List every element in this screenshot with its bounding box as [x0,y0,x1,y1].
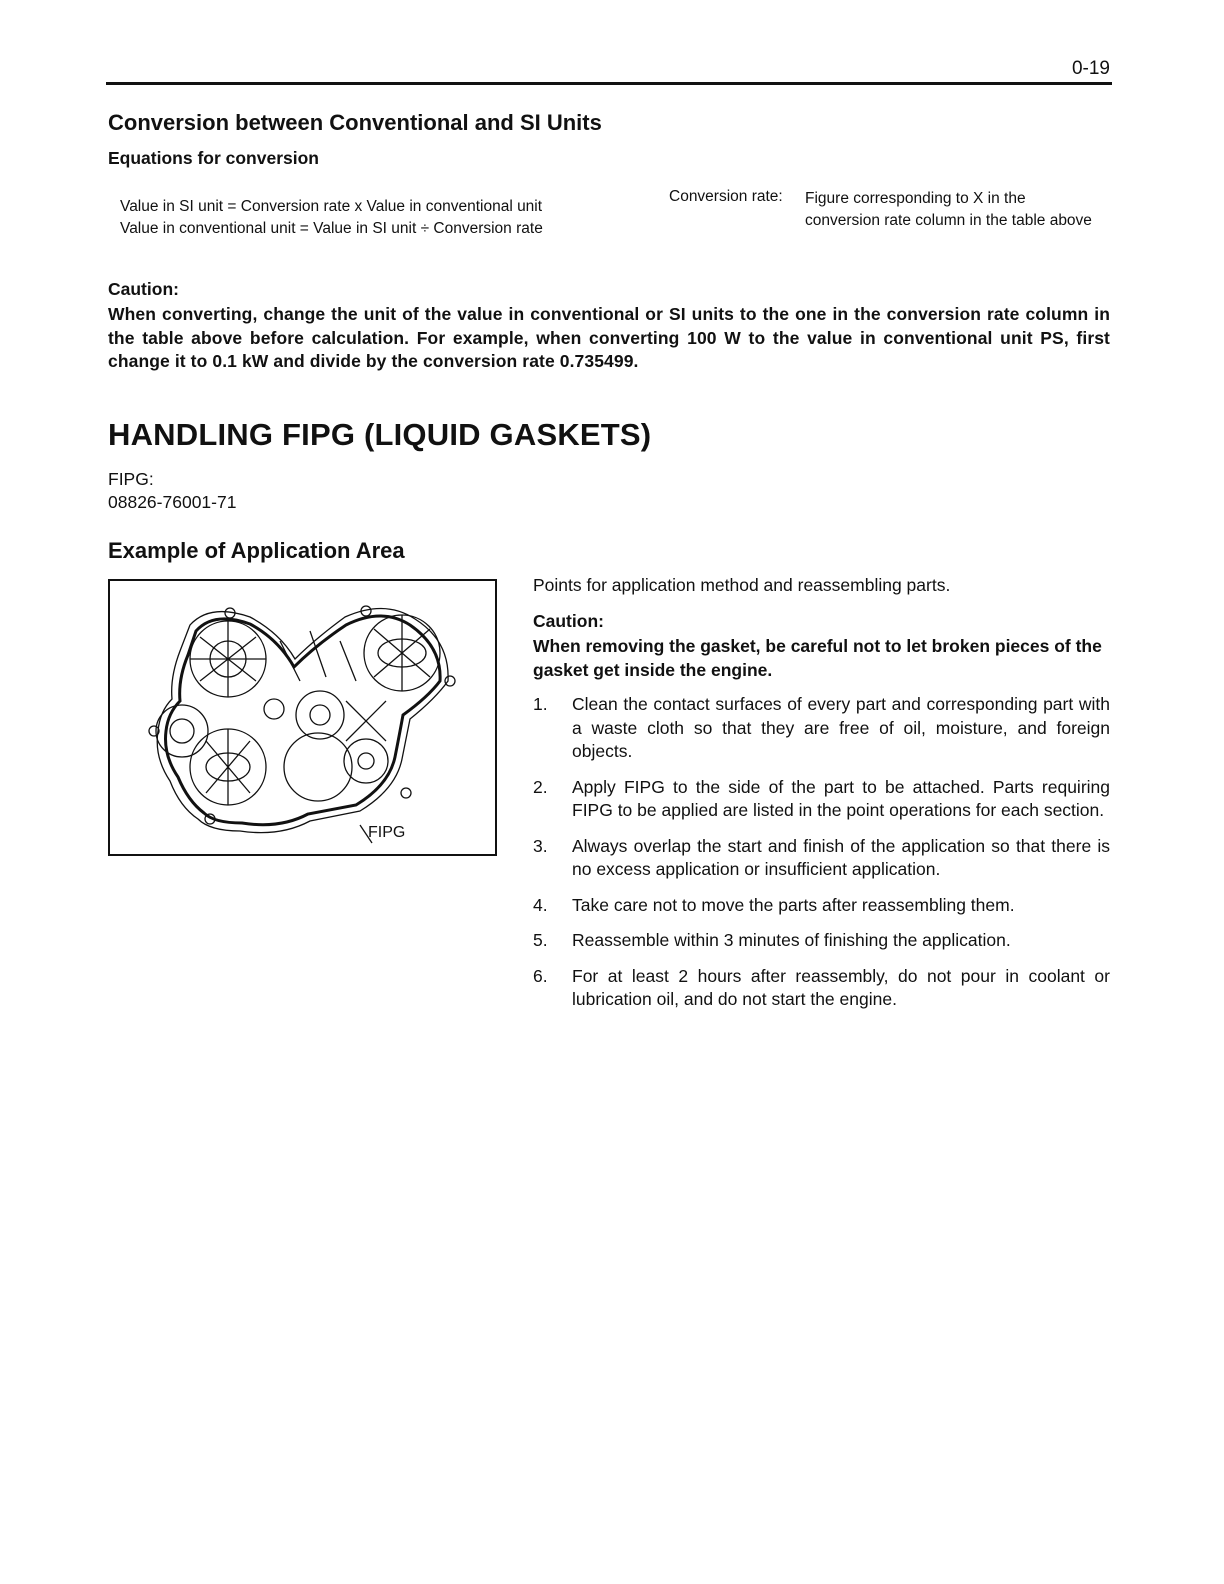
page-number: 0-19 [1071,58,1110,79]
equation-si: Value in SI unit = Conversion rate x Value in conventional unit [120,198,543,215]
caution-label: Caution: [108,279,179,299]
fipg-part-number: 08826-76001-71 [108,492,237,512]
list-item [533,894,1110,918]
step-number: 4. [533,894,548,915]
step-text: Always overlap the start and finish of the application so that there is no excess application or insufficient application. [572,835,1110,879]
equation-conventional: Value in conventional unit = Value in SI unit ÷ Conversion rate [120,220,543,237]
figure-fipg-label: FIPG [368,824,406,841]
step-text: Apply FIPG to the side of the part to be attached. Parts requiring FIPG to be applied are listed in the point operations for each section. [572,776,1110,820]
example-title: Example of Application Area [108,538,405,563]
gasket-caution-text: When removing the gasket, be careful not to let broken pieces of the gasket get inside the engine. [533,636,1102,680]
list-item [533,835,1110,882]
conversion-rate-label: Conversion rate: [669,188,783,205]
step-text: Clean the contact surfaces of every part and corresponding part with a waste cloth so that they are free of oil, moisture, and foreign objects. [572,694,1110,761]
list-item [533,929,1110,953]
conversion-section-title: Conversion between Conventional and SI Units [108,110,602,135]
step-number: 2. [533,776,548,797]
list-item [533,776,1110,823]
caution-text: When converting, change the unit of the value in conventional or SI units to the one in the conversion rate column in the table above before calculation. For example, when converting 100 W to the value in conventional unit PS, first change it to 0.1 kW and divide by the conversion rate 0.735499. [108,304,1110,371]
step-number: 5. [533,930,548,950]
application-intro: Points for application method and reassembling parts. [533,575,951,595]
gasket-figure [108,579,497,856]
application-steps [533,693,1110,1024]
fipg-label: FIPG: [108,469,154,489]
step-text: For at least 2 hours after reassembly, do not pour in coolant or lubrication oil, and do not start the engine. [572,965,1110,1009]
conversion-rate-text: Figure corresponding to X in the conversion rate column in the table above [805,190,1092,229]
list-item [533,965,1110,1012]
step-number: 6. [533,965,548,986]
list-item [533,693,1110,764]
timing-cover-drawing [110,581,499,858]
header-rule [106,82,1112,85]
equations-subtitle: Equations for conversion [108,148,319,168]
gasket-caution-label: Caution: [533,611,604,631]
step-number: 3. [533,835,548,856]
step-text: Reassemble within 3 minutes of finishing the application. [572,930,1011,950]
fipg-section-title: HANDLING FIPG (LIQUID GASKETS) [108,417,652,452]
step-number: 1. [533,694,548,714]
step-text: Take care not to move the parts after reassembling them. [572,894,1015,915]
